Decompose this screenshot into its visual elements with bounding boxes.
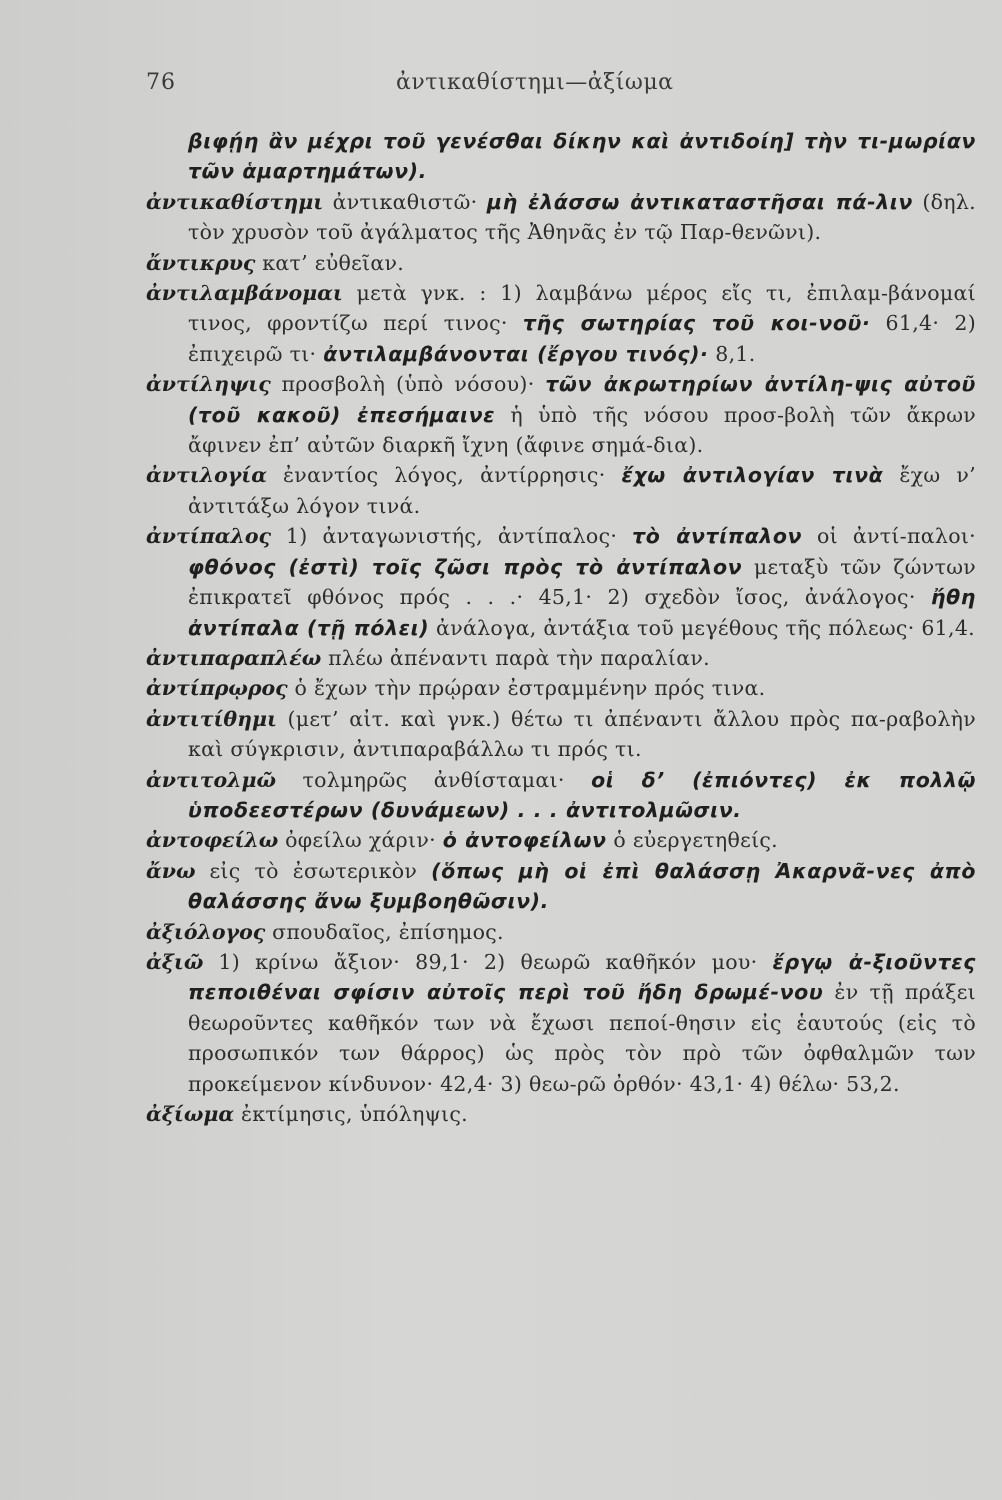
dictionary-entry: [146, 521, 976, 643]
entry-quotation: οἱ δ’ (ἐπιόντες) ἐκ πολλῷ ὑποδεεστέρων (δυνάμεων) . . . ἀντιτολμῶσιν.: [188, 767, 976, 822]
entry-definition: ἔχω ν’ ἀντιτάξω λόγον τινά.: [188, 463, 976, 518]
entry-headword: ἄντικρυς: [146, 250, 256, 275]
entry-quotation: ἔργῳ ἀ-ξιοῦντες πεποιθέναι σφίσιν αὐτοῖς περὶ τοῦ ἤδη δρωμέ-νου: [188, 949, 977, 1005]
entry-headword: ἀξιόλογος: [146, 919, 266, 944]
entry-definition: ἐν τῇ πράξει θεωροῦντες καθῆκόν των νὰ ἔχωσι πεποί-θησιν εἰς ἑαυτούς (εἰς τὸ προσωπικόν των θάρρος) ὡς πρὸς τὸν πρὸ τῶν ὀφθαλμῶν των προκείμενον κίνδυνον· 42,4· 3) θεω-ρῶ ὀρθόν· 43,1· 4) θέλω· 53,2.: [188, 980, 976, 1096]
entry-definition: σπουδαῖος, ἐπίσημος.: [265, 919, 504, 944]
entry-definition: τολμηρῶς ἀνθίσταμαι·: [276, 767, 592, 792]
entry-headword: ἀντιλογία: [146, 463, 267, 488]
entry-definition: ἐναντίος λόγος, ἀντίρρησις·: [267, 463, 622, 488]
entry-headword: ἀντίληψις: [146, 372, 271, 397]
dictionary-entry: [146, 825, 976, 855]
entry-definition: ὀφείλω χάριν·: [278, 828, 443, 853]
dictionary-entry: [146, 369, 976, 460]
entry-definition: ὁ ἔχων τὴν πρῴραν ἐστραμμένην πρός τινα.: [287, 676, 766, 701]
entry-quotation: ἤθη ἀντίπαλα (τῇ πόλει): [188, 585, 976, 640]
dictionary-entry: [146, 187, 976, 248]
entry-quotation: ὁ ἀντοφείλων: [442, 828, 607, 853]
entry-definition: ἀντικαθιστῶ·: [323, 189, 487, 214]
entry-quotation: ἔχω ἀντιλογίαν τινὰ: [621, 463, 884, 488]
entry-definition: πλέω ἀπέναντι παρὰ τὴν παραλίαν.: [321, 645, 710, 670]
entry-headword: ἀντικαθίστημι: [146, 189, 324, 214]
entry-definition: κατ’ εὐθεῖαν.: [255, 250, 405, 275]
entry-definition: μεταξὺ τῶν ζώντων ἐπικρατεῖ φθόνος πρός . . .· 45,1· 2) σχεδὸν ἴσος, ἀνάλογος·: [188, 554, 976, 610]
entry-definition: προσβολὴ (ὑπὸ νόσου)·: [270, 372, 546, 397]
entry-definition: ἀνάλογα, ἀντάξια τοῦ μεγέθους τῆς πόλεως· 61,4.: [429, 615, 976, 640]
entry-headword: ἀντοφείλω: [146, 828, 279, 853]
dictionary-entry: [146, 673, 976, 703]
running-title: ἀντικαθίστημι—ἀξίωμα: [396, 70, 674, 95]
entry-definition: 1) ἀνταγωνιστής, ἀντίπαλος·: [271, 524, 633, 549]
dictionary-entry: [146, 1099, 976, 1129]
entry-quotation: βιφῄη ἂν μέχρι τοῦ γενέσθαι δίκην καὶ ἀντιδοίη] τὴν τι-μωρίαν τῶν ἁμαρτημάτων).: [188, 129, 976, 184]
dictionary-entry: [146, 947, 976, 1099]
dictionary-entry: [146, 704, 976, 765]
entry-definition: ἡ ὑπὸ τῆς νόσου προσ-βολὴ τῶν ἄκρων ἄφινεν ἐπ’ αὐτῶν διαρκῆ ἴχνη (ἄφινε σημά-δια).: [188, 402, 976, 458]
entry-quotation: ἀντιλαμβάνονται (ἔργου τινός)·: [323, 341, 709, 366]
page-header: [146, 70, 976, 106]
dictionary-entry: [146, 765, 976, 826]
entry-definition: μετὰ γνκ. : 1) λαμβάνω μέρος εἴς τι, ἐπιλαμ-βάνομαί τινος, φροντίζω περί τινος·: [188, 281, 976, 336]
dictionary-entry: [146, 917, 976, 947]
page-number: 76: [146, 70, 176, 95]
dictionary-entry: [146, 643, 976, 673]
entry-definition: (μετ’ αἰτ. καὶ γνκ.) θέτω τι ἀπέναντι ἄλλου πρὸς πα-ραβολὴν καὶ σύγκρισιν, ἀντιπαραβάλλω τι πρός τι.: [188, 706, 976, 762]
entry-definition: 61,4· 2) ἐπιχειρῶ τι·: [188, 311, 976, 366]
entry-quotation: τῶν ἀκρωτηρίων ἀντίλη-ψις αὐτοῦ (τοῦ κακοῦ) ἐπεσήμαινε: [188, 372, 977, 427]
entry-definition: οἱ ἀντί-παλοι·: [802, 524, 976, 549]
entry-continuation: [146, 126, 976, 187]
entry-headword: ἀντίπρῳρος: [146, 676, 288, 701]
entry-quotation: τὸ ἀντίπαλον: [632, 524, 803, 549]
dictionary-entry: [146, 460, 976, 521]
dictionary-entries: [146, 126, 976, 1129]
entry-headword: ἀντιτολμῶ: [146, 767, 277, 792]
entry-headword: ἀντίπαλος: [146, 524, 272, 549]
entry-definition: 1) κρίνω ἄξιον· 89,1· 2) θεωρῶ καθῆκόν μου·: [203, 949, 773, 974]
entry-headword: ἀντιπαραπλέω: [146, 645, 322, 670]
entry-quotation: φθόνος (ἐστὶ) τοῖς ζῶσι πρὸς τὸ ἀντίπαλον: [188, 554, 743, 579]
entry-definition: ἐκτίμησις, ὑπόληψις.: [234, 1102, 468, 1126]
entry-headword: ἀξιῶ: [146, 949, 204, 974]
dictionary-entry: [146, 856, 976, 917]
entry-quotation: τῆς σωτηρίας τοῦ κοι-νοῦ·: [522, 311, 871, 336]
entry-quotation: μὴ ἐλάσσω ἀντικαταστῆσαι πά-λιν: [486, 189, 913, 214]
entry-definition: 8,1.: [708, 341, 756, 366]
entry-definition: εἰς τὸ ἐσωτερικὸν: [195, 858, 432, 883]
entry-headword: ἀξίωμα: [146, 1102, 235, 1126]
entry-headword: ἀντιτίθημι: [146, 706, 277, 731]
entry-definition: ὁ εὐεργετηθείς.: [606, 828, 779, 853]
entry-quotation: (ὅπως μὴ οἱ ἐπὶ θαλάσσῃ Ἀκαρνᾶ-νες ἀπὸ θαλάσσης ἄνω ξυμβοηθῶσιν).: [188, 858, 977, 914]
dictionary-entry: [146, 278, 976, 369]
entry-headword: ἀντιλαμβάνομαι: [146, 281, 343, 306]
entry-headword: ἄνω: [146, 858, 196, 883]
dictionary-entry: [146, 248, 976, 278]
entry-definition: (δηλ. τὸν χρυσὸν τοῦ ἀγάλματος τῆς Ἀθηνᾶς ἐν τῷ Παρ-θενῶνι).: [188, 189, 976, 245]
